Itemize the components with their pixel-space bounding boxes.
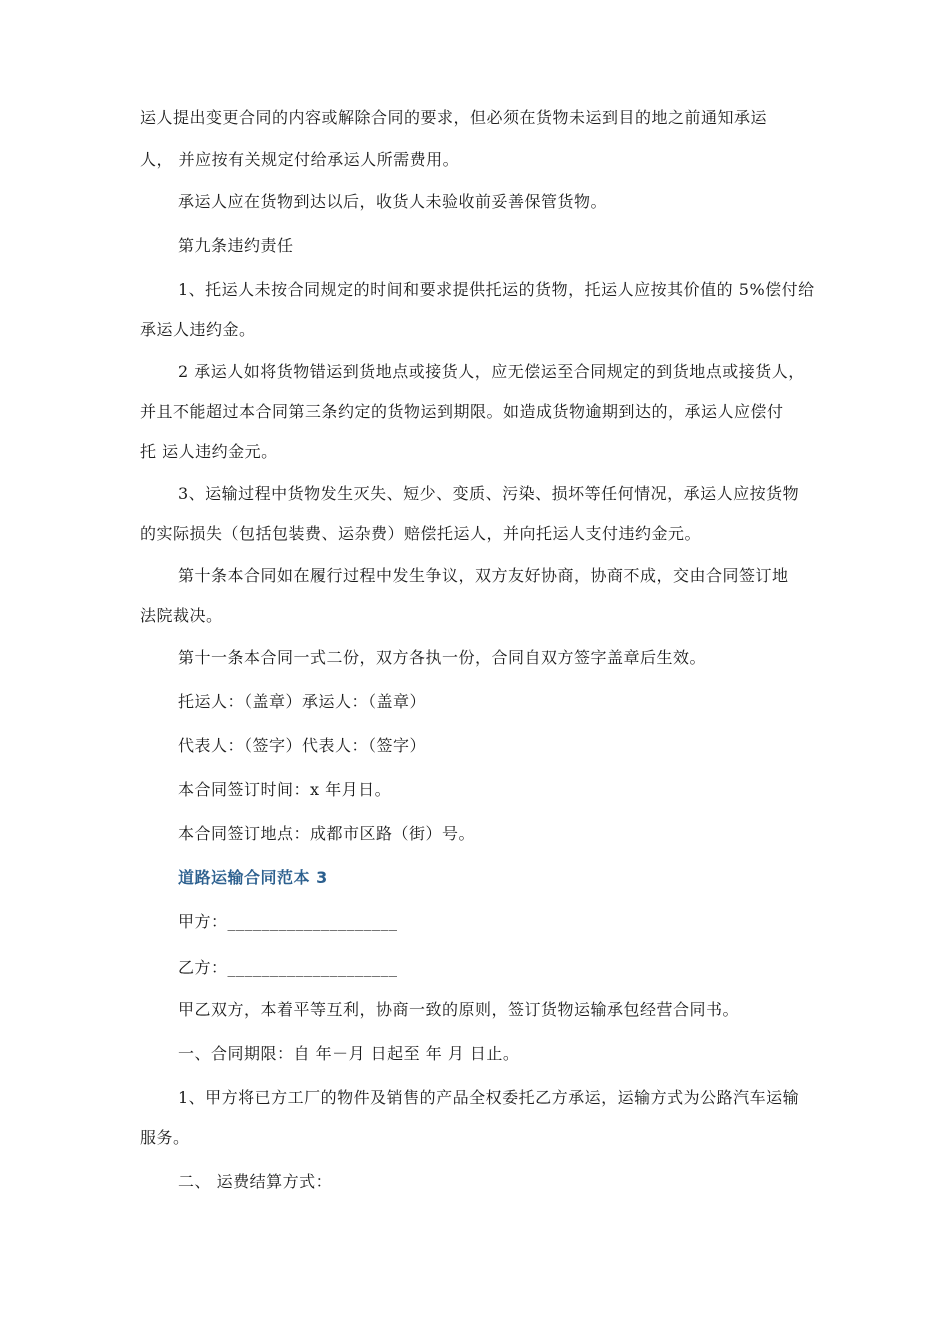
body-text-line: 1、甲方将已方工厂的物件及销售的产品全权委托乙方承运，运输方式为公路汽车运输 [178, 1088, 800, 1107]
body-text-line: 承运人应在货物到达以后，收货人未验收前妥善保管货物。 [178, 192, 608, 211]
body-text-line: 并且不能超过本合同第三条约定的货物运到期限。如造成货物逾期到达的，承运人应偿付 [140, 402, 784, 421]
section-title: 二、 运费结算方式： [178, 1172, 333, 1191]
contract-term-line: 一、合同期限：自 年－月 日起至 年 月 日止。 [178, 1044, 520, 1063]
body-text-line: 的实际损失（包括包装费、运杂费）赔偿托运人，并向托运人支付违约金元。 [140, 524, 702, 543]
body-text-line: 承运人违约金。 [140, 320, 256, 339]
party-b-line: 乙方：____________________ [178, 958, 398, 977]
body-text-line: 2 承运人如将货物错运到货地点或接货人，应无偿运至合同规定的到货地点或接货人， [178, 362, 805, 381]
body-text-line: 法院裁决。 [140, 606, 223, 625]
body-text-line: 第十条本合同如在履行过程中发生争议，双方友好协商，协商不成，交由合同签订地 [178, 566, 789, 585]
body-text-line: 1、托运人未按合同规定的时间和要求提供托运的货物，托运人应按其价值的 5%偿付给 [178, 280, 815, 299]
body-text-line: 托 运人违约金元。 [140, 442, 278, 461]
section-title: 第九条违约责任 [178, 236, 294, 255]
signature-sign-line: 代表人：（签字）代表人：（签字） [178, 736, 427, 755]
section-heading: 道路运输合同范本 3 [178, 868, 328, 887]
body-text-line: 3、运输过程中货物发生灭失、短少、变质、污染、损坏等任何情况，承运人应按货物 [178, 484, 800, 503]
body-text-line: 服务。 [140, 1128, 190, 1147]
body-text-line: 第十一条本合同一式二份，双方各执一份，合同自双方签字盖章后生效。 [178, 648, 707, 667]
body-text-line: 人， 并应按有关规定付给承运人所需费用。 [140, 150, 460, 169]
body-text-line: 甲乙双方，本着平等互利，协商一致的原则，签订货物运输承包经营合同书。 [178, 1000, 740, 1019]
party-a-line: 甲方：____________________ [178, 912, 398, 931]
signature-seal-line: 托运人：（盖章）承运人：（盖章） [178, 692, 427, 711]
body-text-line: 运人提出变更合同的内容或解除合同的要求，但必须在货物未运到目的地之前通知承运 [140, 108, 768, 127]
signing-date-line: 本合同签订时间：x 年月日。 [178, 780, 392, 799]
signing-place-line: 本合同签订地点：成都市区路（街）号。 [178, 824, 476, 843]
